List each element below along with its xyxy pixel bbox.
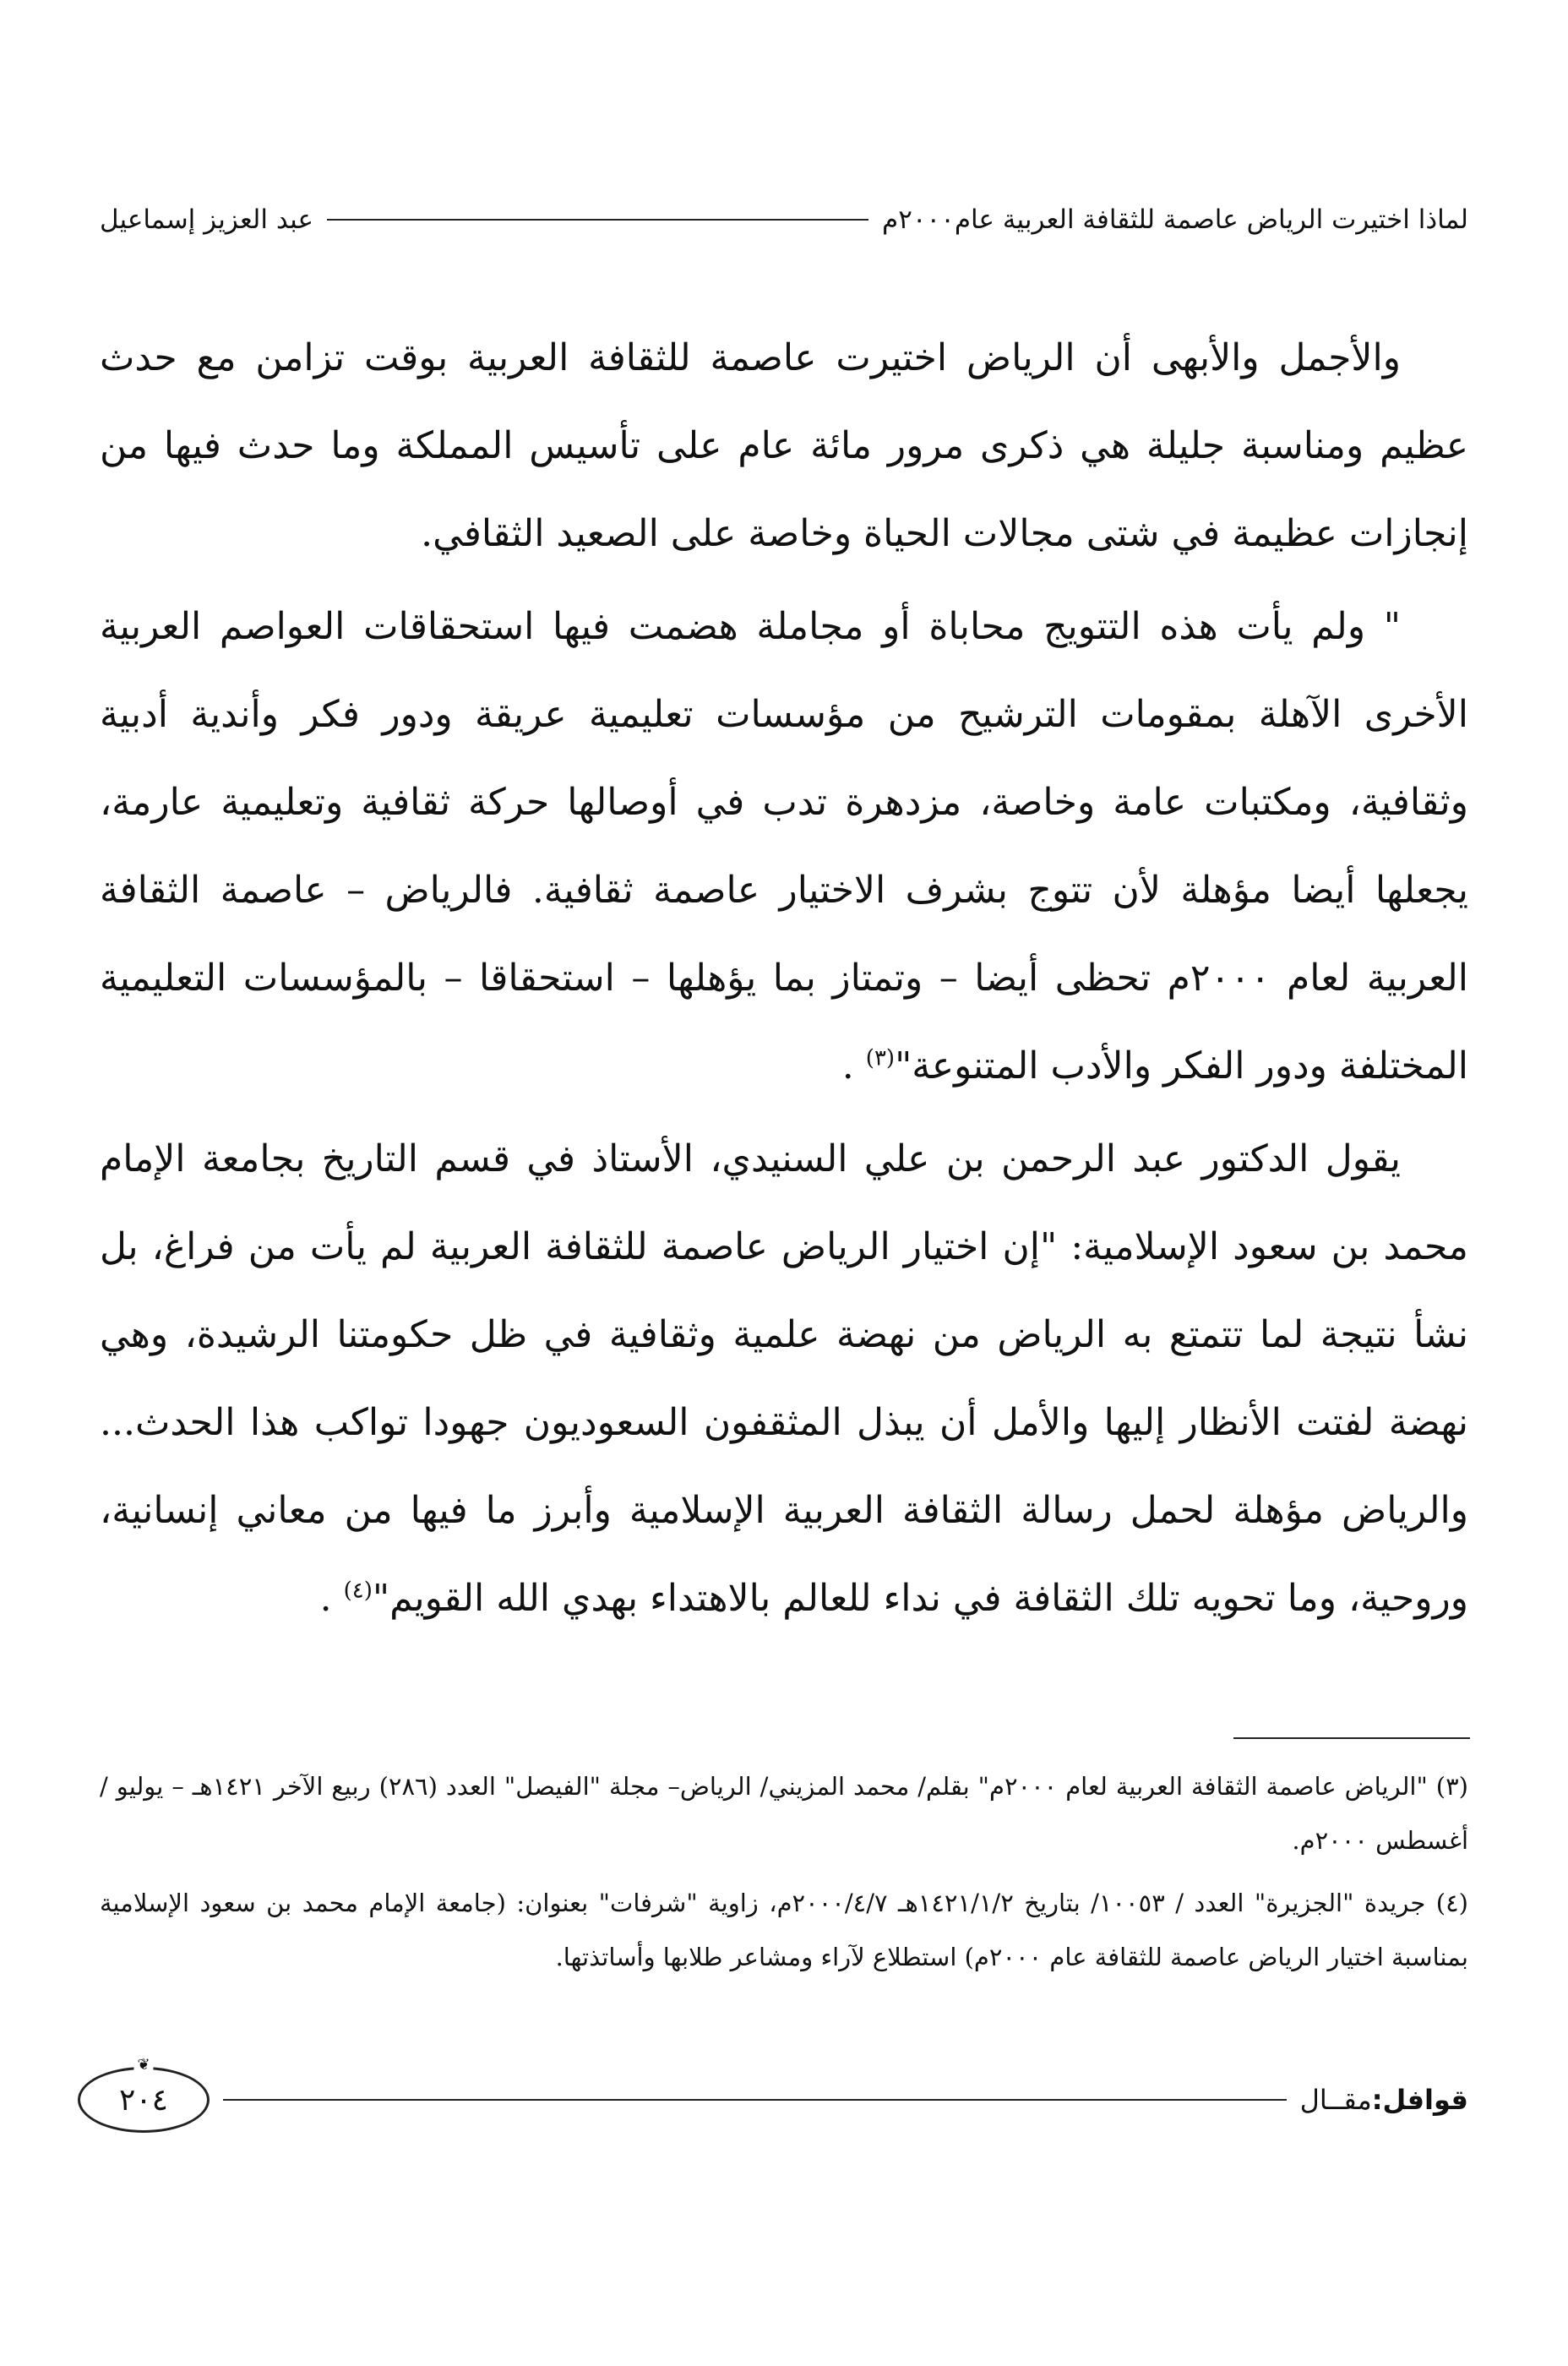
footnote-4: (٤) جريدة "الجزيرة" العدد / ١٠٠٥٣/ بتاريخ ١٤٢١/١/٢هـ ٢٠٠٠/٤/٧م، زاوية "شرفات" بعنوان: (جامعة الإمام محمد بن سعود الإسلامية بمناسبة اختيار الرياض عاصمة للثقافة عام ٢٠٠٠م) استطلاع لآراء ومشاعر طلابها وأساتذتها. (100, 1889, 1468, 1971)
footnote-ref-4[interactable]: (٤) (343, 1578, 373, 1604)
footnotes (100, 1759, 1468, 1993)
footer-journal (1300, 2084, 1468, 2116)
body-text (100, 314, 1468, 1643)
footnote-3: (٣) "الرياض عاصمة الثقافة العربية لعام ٢٠٠٠م" بقلم/ محمد المزيني/ الرياض– مجلة "الفيصل" العدد (٢٨٦) ربيع الآخر ١٤٢١هـ – يوليو / أغسطس ٢٠٠٠م. (100, 1772, 1468, 1855)
paragraph-1: والأجمل والأبهى أن الرياض اختيرت عاصمة للثقافة العربية بوقت تزامن مع حدث عظيم ومناسبة جليلة هي ذكرى مرور مائة عام على تأسيس المملكة وما حدث فيها من إنجازات عظيمة في شتى مجالات الحياة وخاصة على الصعيد الثقافي. (100, 336, 1468, 555)
paragraph-3: يقول الدكتور عبد الرحمن بن علي السنيدي، الأستاذ في قسم التاريخ بجامعة الإمام محمد بن سعود الإسلامية: "إن اختيار الرياض عاصمة للثقافة العربية لم يأت من فراغ، بل نشأ نتيجة لما تتمتع به الرياض من نهضة علمية وثقافية في ظل حكومتنا الرشيدة، وهي نهضة لفتت الأنظار إليها والأمل أن يبذل المثقفون السعوديون جهودا تواكب هذا الحدث... والرياض مؤهلة لحمل رسالة الثقافة العربية الإسلامية وأبرز ما فيها من معاني إنسانية، وروحية، وما تحويه تلك الثقافة في نداء للعالم بالاهتداء بهدي الله القويم"$^{(٤)}$ . (100, 1137, 1468, 1620)
running-header-author: عبد العزيز إسماعيل (100, 204, 313, 235)
section-name: مقــال (1299, 2084, 1372, 2116)
page-footer (78, 2056, 1468, 2138)
paragraph-2: " ولم يأت هذه التتويج محاباة أو مجاملة هضمت فيها استحقاقات العواصم العربية الأخرى الآهلة بمقومات الترشيح من مؤسسات تعليمية عريقة ودور فكر وأندية أدبية وثقافية، ومكتبات عامة وخاصة، مزدهرة تدب في أوصالها حركة ثقافية وتعليمية عارمة، يجعلها أيضا مؤهلة لأن تتوج بشرف الاختيار عاصمة ثقافية. فالرياض – عاصمة الثقافة العربية لعام ٢٠٠٠م تحظى أيضا – وتمتاز بما يؤهلها – استحقاقا – بالمؤسسات التعليمية المختلفة ودور الفكر والأدب المتنوعة"$^{(٣)}$ . (100, 605, 1468, 1088)
page-number-badge (78, 2056, 210, 2133)
footnote-separator (1233, 1737, 1470, 1739)
footer-rule (223, 2099, 1287, 2101)
header-rule (327, 219, 868, 221)
running-header (100, 196, 1468, 243)
running-header-title: لماذا اختيرت الرياض عاصمة للثقافة العربية عام٢٠٠٠م (882, 204, 1468, 235)
ornament-icon: ❦ (133, 2058, 153, 2073)
footnote-ref-3[interactable]: (٣) (865, 1045, 896, 1071)
page-number: ٢٠٤ (119, 2082, 169, 2118)
journal-name: قوافل: (1371, 2084, 1468, 2116)
